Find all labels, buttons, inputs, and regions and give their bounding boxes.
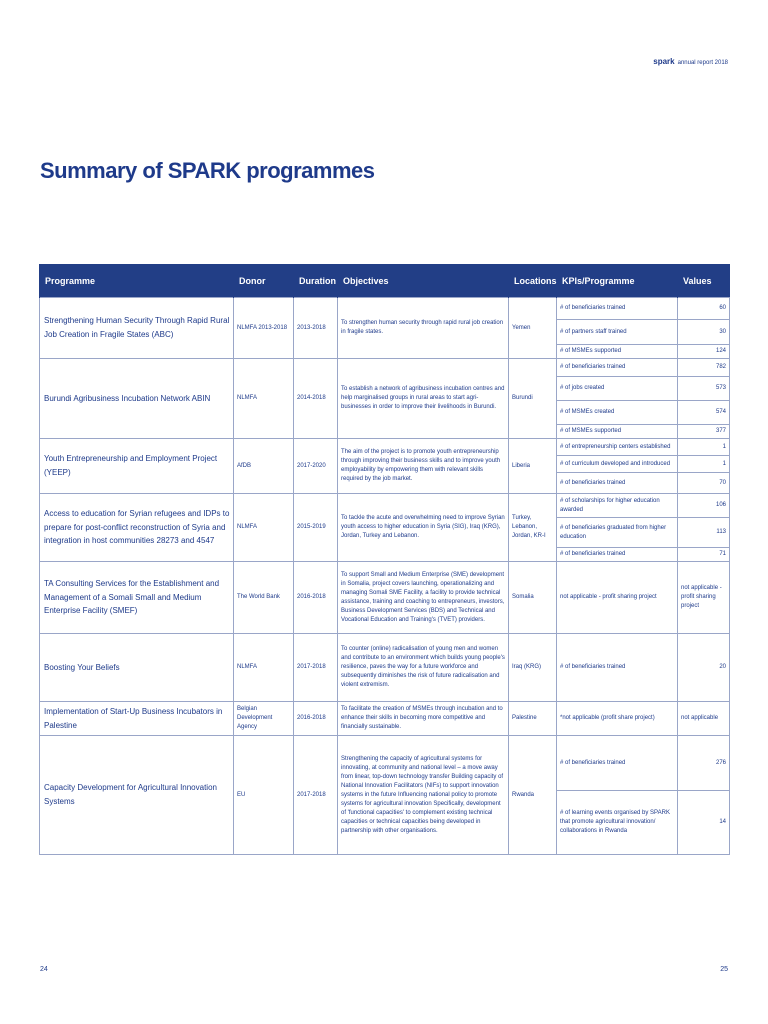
kpi-cell: # of learning events organised by SPARK that promote agricultural innovation/ collaborations in Rwanda — [557, 791, 678, 855]
objectives-cell: To strengthen human security through rapid rural job creation in fragile states. — [338, 298, 509, 359]
value-cell: 71 — [678, 548, 730, 562]
donor-cell: NLMFA 2013-2018 — [234, 298, 294, 359]
locations-cell: Yemen — [509, 298, 557, 359]
locations-cell: Somalia — [509, 562, 557, 634]
programme-name-cell: Youth Entrepreneurship and Employment Project (YEEP) — [40, 439, 234, 494]
kpi-cell: # of entrepreneurship centers established — [557, 439, 678, 456]
value-cell: not applicable - profit sharing project — [678, 562, 730, 634]
value-cell: 1 — [678, 439, 730, 456]
column-header: Duration — [294, 264, 338, 298]
table-row — [40, 562, 730, 634]
objectives-cell: Strengthening the capacity of agricultural systems for innovating, at community and national level – a move away from linear, top-down technology transfer Building capacity of National Innovation Facilitators (NIFs) to support innovation systems in the future Influencing national policy to promote systems for agricultural innovation Specifically, development of 'functional capacities' to complement existing technical capacities or technical capacities being developed in partnership with other organisations. — [338, 736, 509, 855]
duration-cell: 2017-2018 — [294, 736, 338, 855]
duration-cell: 2017-2020 — [294, 439, 338, 494]
column-header: Donor — [234, 264, 294, 298]
programme-name-cell: Capacity Development for Agricultural Innovation Systems — [40, 736, 234, 855]
locations-cell: Burundi — [509, 359, 557, 439]
donor-cell: AfDB — [234, 439, 294, 494]
kpi-cell: # of MSMEs supported — [557, 425, 678, 439]
programme-name-cell: Boosting Your Beliefs — [40, 634, 234, 702]
table-row — [40, 298, 730, 320]
kpi-cell: # of MSMEs created — [557, 401, 678, 425]
table-row — [40, 494, 730, 518]
donor-cell: The World Bank — [234, 562, 294, 634]
duration-cell: 2014-2018 — [294, 359, 338, 439]
programme-name-cell: Burundi Agribusiness Incubation Network ABIN — [40, 359, 234, 439]
value-cell: 20 — [678, 634, 730, 702]
column-header: Objectives — [338, 264, 509, 298]
locations-cell: Liberia — [509, 439, 557, 494]
programme-name-cell: Strengthening Human Security Through Rapid Rural Job Creation in Fragile States (ABC) — [40, 298, 234, 359]
kpi-cell: # of partners staff trained — [557, 320, 678, 345]
donor-cell: NLMFA — [234, 494, 294, 562]
column-header: KPIs/Programme — [557, 264, 678, 298]
locations-cell: Turkey, Lebanon, Jordan, KR-I — [509, 494, 557, 562]
objectives-cell: The aim of the project is to promote youth entrepreneurship through improving their business skills and to improve youth employability by empowering them with relevant skills required by the job market. — [338, 439, 509, 494]
page-number-left: 24 — [40, 966, 48, 973]
kpi-cell: # of beneficiaries trained — [557, 736, 678, 791]
page-title: Summary of SPARK programmes — [40, 158, 375, 183]
column-header: Locations — [509, 264, 557, 298]
value-cell: 574 — [678, 401, 730, 425]
column-header: Programme — [40, 264, 234, 298]
kpi-cell: not applicable - profit sharing project — [557, 562, 678, 634]
kpi-cell: # of MSMEs supported — [557, 345, 678, 359]
kpi-cell: *not applicable (profit share project) — [557, 702, 678, 736]
duration-cell: 2016-2018 — [294, 562, 338, 634]
value-cell: 124 — [678, 345, 730, 359]
table-row — [40, 359, 730, 377]
brand-logo: spark — [653, 57, 675, 66]
value-cell: 782 — [678, 359, 730, 377]
value-cell: 30 — [678, 320, 730, 345]
value-cell: 573 — [678, 377, 730, 401]
kpi-cell: # of beneficiaries trained — [557, 548, 678, 562]
value-cell: 113 — [678, 518, 730, 548]
value-cell: 1 — [678, 456, 730, 473]
report-subtitle: annual report 2018 — [677, 60, 728, 66]
duration-cell: 2016-2018 — [294, 702, 338, 736]
kpi-cell: # of beneficiaries trained — [557, 298, 678, 320]
donor-cell: NLMFA — [234, 359, 294, 439]
locations-cell: Rwanda — [509, 736, 557, 855]
table-header-row — [40, 264, 730, 298]
table-row — [40, 702, 730, 736]
value-cell: 14 — [678, 791, 730, 855]
kpi-cell: # of beneficiaries trained — [557, 473, 678, 494]
donor-cell: EU — [234, 736, 294, 855]
value-cell: 276 — [678, 736, 730, 791]
table-body — [40, 298, 730, 855]
donor-cell: Belgian Development Agency — [234, 702, 294, 736]
duration-cell: 2013-2018 — [294, 298, 338, 359]
table-row — [40, 634, 730, 702]
duration-cell: 2015-2019 — [294, 494, 338, 562]
kpi-cell: # of beneficiaries trained — [557, 634, 678, 702]
kpi-cell: # of curriculum developed and introduced — [557, 456, 678, 473]
report-brand — [653, 57, 728, 66]
objectives-cell: To tackle the acute and overwhelming need to improve Syrian youth access to higher education in Syria (SIG), Iraq (KRG), Jordan, Turkey and Lebanon. — [338, 494, 509, 562]
duration-cell: 2017-2018 — [294, 634, 338, 702]
column-header: Values — [678, 264, 730, 298]
programme-name-cell: TA Consulting Services for the Establishment and Management of a Somali Small and Medium Enterprise Facility (SMEF) — [40, 562, 234, 634]
objectives-cell: To facilitate the creation of MSMEs through incubation and to enhance their skills in becoming more competitive and financially sustainable. — [338, 702, 509, 736]
value-cell: 60 — [678, 298, 730, 320]
locations-cell: Palestine — [509, 702, 557, 736]
objectives-cell: To support Small and Medium Enterprise (SME) development in Somalia, project covers launching, operationalizing and managing Somali SME Facility, a facility to provide technical assistance, training and coaching to entrepreneurs, investors, Business Development Services (BDS) and Technical and Vocational Education and Training's (TVET) providers. — [338, 562, 509, 634]
programme-name-cell: Implementation of Start-Up Business Incubators in Palestine — [40, 702, 234, 736]
kpi-cell: # of beneficiaries trained — [557, 359, 678, 377]
programme-name-cell: Access to education for Syrian refugees and IDPs to prepare for post-conflict reconstruction of Syria and integration in host communities 28273 and 4547 — [40, 494, 234, 562]
value-cell: 106 — [678, 494, 730, 518]
value-cell: 70 — [678, 473, 730, 494]
kpi-cell: # of scholarships for higher education awarded — [557, 494, 678, 518]
value-cell: not applicable — [678, 702, 730, 736]
locations-cell: Iraq (KRG) — [509, 634, 557, 702]
objectives-cell: To counter (online) radicalisation of young men and women and contribute to an environment which builds young people's resilience, paves the way for a future workforce and subsequently diminishes the risk of future radicalisation and violent extremism. — [338, 634, 509, 702]
programmes-table — [39, 264, 730, 855]
kpi-cell: # of jobs created — [557, 377, 678, 401]
donor-cell: NLMFA — [234, 634, 294, 702]
value-cell: 377 — [678, 425, 730, 439]
table-row — [40, 736, 730, 791]
kpi-cell: # of beneficiaries graduated from higher education — [557, 518, 678, 548]
objectives-cell: To establish a network of agribusiness incubation centres and help marginalised groups in rural areas to start agri-businesses in order to improve their livelihoods in Burundi. — [338, 359, 509, 439]
page-number-right: 25 — [720, 966, 728, 973]
table-row — [40, 439, 730, 456]
